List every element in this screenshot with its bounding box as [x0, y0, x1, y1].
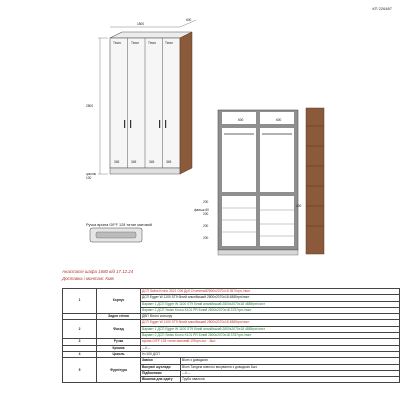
spec-num: 4 — [63, 351, 97, 357]
spec-sub-value: ---//--- — [181, 370, 400, 376]
spec-line: ДСП Egger W 1100 ST9 білий альпійський 2800х2070х18 4885грн/лист — [141, 295, 400, 301]
spec-sub-key: Висувні шухляди — [141, 364, 181, 370]
door-gap-label-3: 345 — [149, 160, 155, 164]
spec-sub-key: Вішалка для одягу — [141, 377, 181, 383]
handle-caption: Ручка врізна GIFF 128 титан матовий — [86, 223, 152, 227]
spec-line: врізна GIFF 128 титан матовий 195грн./шт - 8шт. — [141, 339, 400, 345]
spec-num: 5 — [63, 358, 97, 383]
spec-name: Фасад — [97, 320, 141, 339]
inner-size-1: 200 — [203, 200, 209, 204]
spec-sub-key: Підйомники — [141, 370, 181, 376]
door-gap-label-4: 345 — [166, 160, 172, 164]
inner-size-2: 200 — [203, 212, 209, 216]
order-note-line2: Доставка і монтаж: Київ — [62, 276, 114, 281]
door-top-label-1: Тіпон — [113, 41, 121, 45]
spec-num: 2 — [63, 320, 97, 339]
spec-line: H=100 ДСП — [141, 351, 400, 357]
spec-sub-key: Завіси — [141, 358, 181, 364]
spec-name: Цоколь — [97, 351, 141, 357]
order-note-line1: Анастасія шафа 1680 від 17.12.24 — [62, 269, 134, 274]
height-label: 2800 — [86, 104, 94, 108]
plinth-label: цоколь 100 — [86, 172, 97, 180]
doc-code: КП 226487 — [372, 6, 392, 11]
spec-table — [62, 288, 400, 383]
door-top-label-4: Тіпон — [165, 41, 173, 45]
spec-line: ДСП Swiss Krono 3021 OW Дуб Столетний2800х2070х18 3570грн./лист — [141, 289, 400, 295]
spec-name: Фурнітура — [97, 358, 141, 383]
spec-num: 3 — [63, 339, 97, 345]
spec-line: Варіант 2 ДСП Swiss Krono K101 PR Білий 2800х2070х18 3757грн./лист — [141, 333, 400, 339]
spec-name: Задня стінка — [97, 314, 141, 320]
spec-line: ДВП білого кольору — [141, 314, 400, 320]
spec-sub-value: Blum з доводкою — [181, 358, 400, 364]
spec-sub-value: Труба овальна — [181, 377, 400, 383]
door-top-label-2: Тіпон — [131, 41, 139, 45]
spec-name: Кромка — [97, 345, 141, 351]
spec-num: 1 — [63, 289, 97, 314]
depth-label: 600 — [186, 18, 192, 22]
door-gap-label-1: 345 — [114, 160, 120, 164]
inner-size-3: 200 — [203, 224, 209, 228]
width-label: 1800 — [137, 22, 145, 26]
spec-name: Ручка — [97, 339, 141, 345]
facade-label: фальш 60 — [194, 208, 209, 212]
spec-name: Корпус — [97, 289, 141, 314]
spec-line: ---//--- — [141, 345, 400, 351]
spec-line: Варіант 1 ДСП Egger W 1100 ST9 білий альпійський 2800х2070х18 4885грн/лист — [141, 326, 400, 332]
door-gap-label-2: 345 — [131, 160, 137, 164]
spec-line: Варіант 1 ДСП Egger W 1100 ST9 білий альпійський 2800х2070х18 4885грн/лист — [141, 301, 400, 307]
inner-size-5: 400 — [296, 204, 302, 208]
spec-line: Варіант 2 ДСП Swiss Krono K101 PR Білий 2800х2070х18 3757грн./лист — [141, 307, 400, 313]
spec-sub-value: Blum Тандем повного висування з доводкою 6шт. — [181, 364, 400, 370]
door-top-label-3: Тіпон — [148, 41, 156, 45]
inner-small-2: 600 — [276, 118, 282, 122]
spec-line: ДСП Egger W 1100 ST9 білий альпійський 2800х2070х18 4885грн/лист — [141, 320, 400, 326]
inner-size-4: 200 — [203, 236, 209, 240]
inner-small-1: 600 — [238, 118, 244, 122]
